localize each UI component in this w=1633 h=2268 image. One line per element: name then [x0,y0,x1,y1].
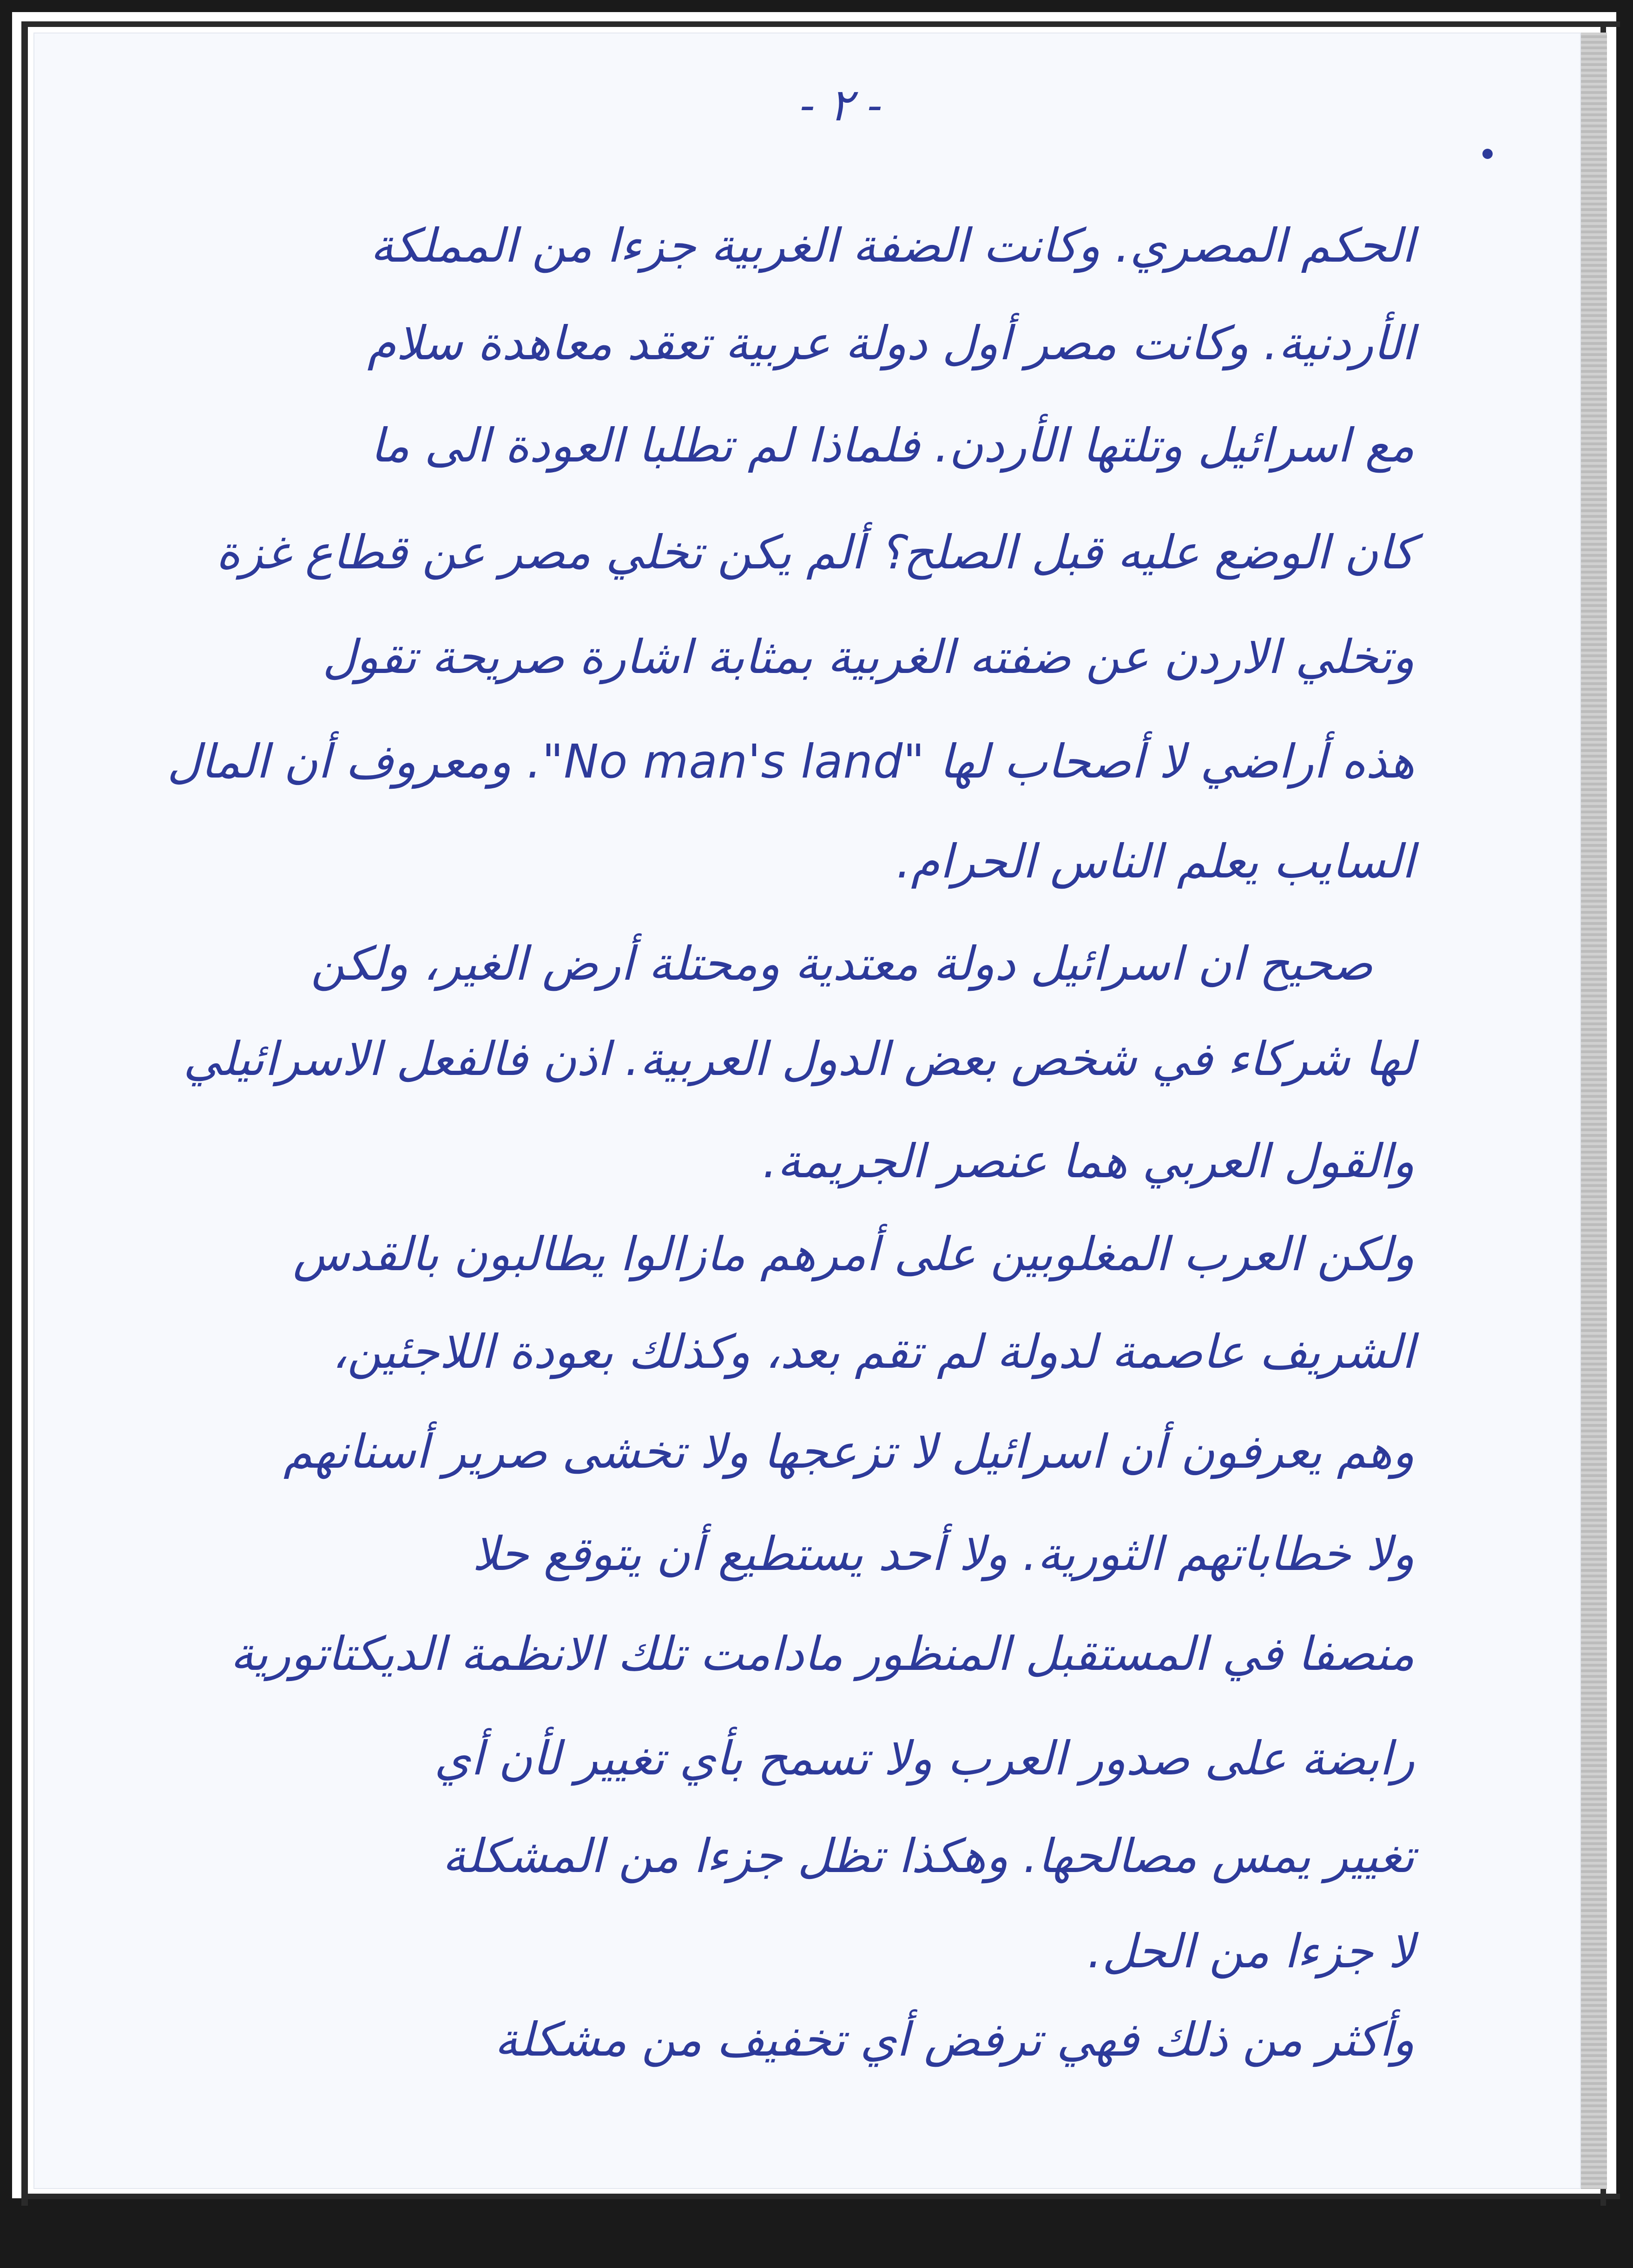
text-line: الشريف عاصمة لدولة لم تقم بعد، وكذلك بعودة اللاجئين، [332,1325,1415,1379]
text-line: وتخلي الاردن عن ضفته الغربية بمثابة اشارة صريحة تقول [322,630,1415,684]
text-line: الأردنية. وكانت مصر أول دولة عربية تعقد معاهدة سلام [367,316,1415,370]
frame-rule-top [21,21,1620,27]
scanner-border-top [0,0,1633,12]
page-number: - ٢ - [800,79,882,131]
text-line: ولكن العرب المغلوبين على أمرهم مازالوا يطالبون بالقدس [293,1227,1415,1281]
page-edge-strip [1581,33,1607,2189]
text-line: وهم يعرفون أن اسرائيل لا تزعجها ولا تخشى صرير أسنانهم [283,1424,1415,1479]
text-line: الحكم المصري. وكانت الضفة الغربية جزءا من المملكة [370,218,1415,273]
ink-dot [1482,149,1493,159]
text-line: رابضة على صدور العرب ولا تسمح بأي تغيير لأن أي [434,1731,1415,1786]
scanner-border-left [0,0,12,2268]
text-line: صحيح ان اسرائيل دولة معتدية ومحتلة أرض الغير، ولكن [310,936,1373,991]
text-line: لا جزءا من الحل. [1087,1924,1415,1978]
text-line: والقول العربي هما عنصر الجريمة. [762,1134,1415,1188]
text-line: ولا خطاباتهم الثورية. ولا أحد يستطيع أن يتوقع حلا [472,1527,1415,1581]
scanner-border-bottom [0,2198,1633,2268]
text-line: مع اسرائيل وتلتها الأردن. فلماذا لم تطلبا العودة الى ما [370,418,1415,473]
frame-rule-bottom [21,2194,1620,2199]
text-line: تغيير يمس مصالحها. وهكذا تظل جزءا من المشكلة [442,1829,1415,1883]
text-line: وأكثر من ذلك فهي ترفض أي تخفيف من مشكلة [494,2012,1415,2067]
text-line: هذه أراضي لا أصحاب لها "No man's land". ومعروف أن المال [167,734,1415,789]
frame-rule-left [21,21,28,2206]
text-line: منصفا في المستقبل المنظور مادامت تلك الانظمة الديكتاتورية [230,1627,1415,1681]
text-line: لها شركاء في شخص بعض الدول العربية. اذن فالفعل الاسرائيلي [183,1032,1415,1086]
text-line: السايب يعلم الناس الحرام. [896,834,1415,889]
scanner-border-right [1616,0,1633,2268]
text-line: كان الوضع عليه قبل الصلح؟ ألم يكن تخلي مصر عن قطاع غزة [216,525,1415,580]
